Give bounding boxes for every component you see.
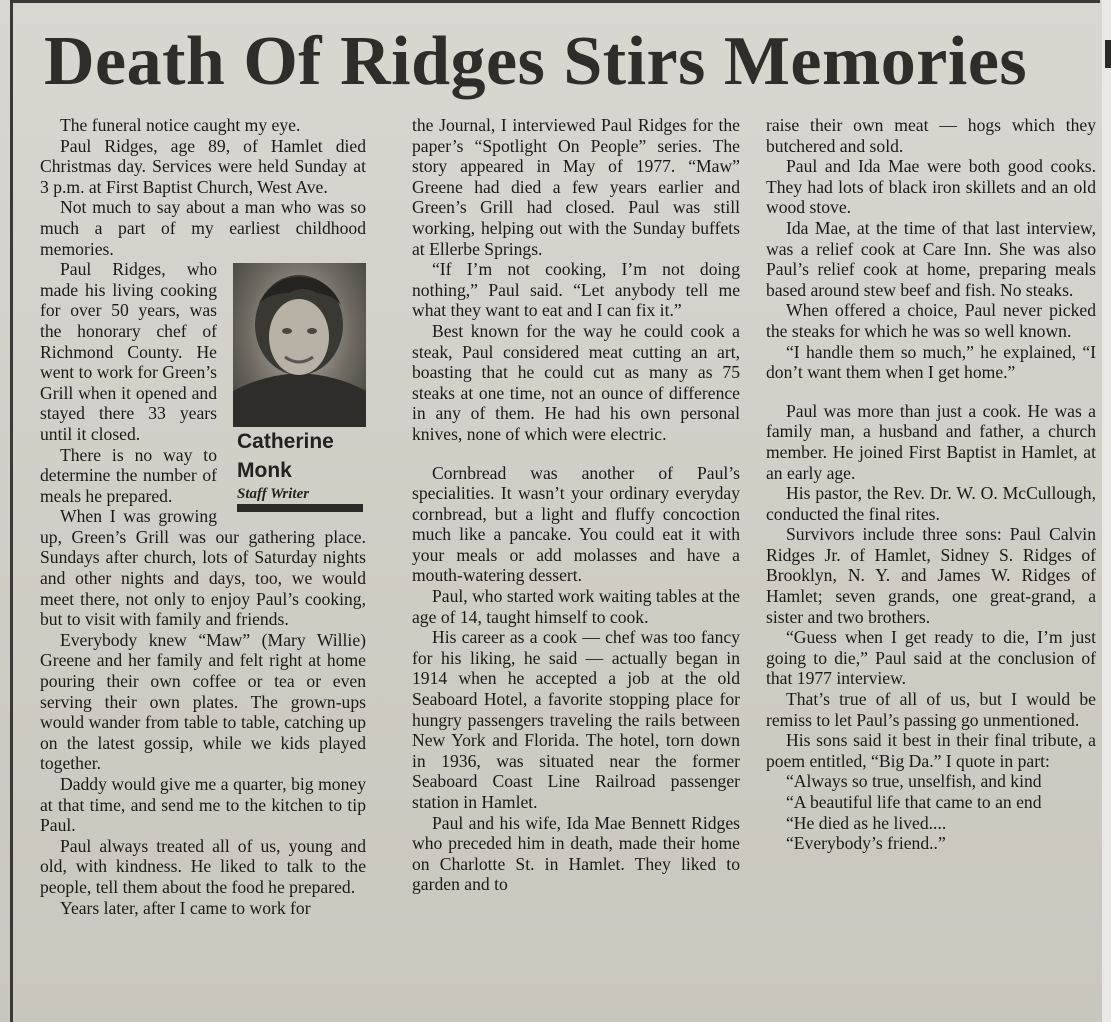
paragraph: Paul Ridges, who made his living cooking for over 50 years, was the honorary chef of Richmond County. He went to work for Green’s Grill when it opened and stayed there 33 years until it closed. [40, 259, 217, 444]
paragraph: raise their own meat — hogs which they butchered and sold. [766, 115, 1096, 156]
paragraph: His pastor, the Rev. Dr. W. O. McCullough, conducted the final rites. [766, 483, 1096, 524]
paragraph: When offered a choice, Paul never picked the steaks for which he was so well known. [766, 300, 1096, 341]
article-column-2 [412, 115, 740, 895]
paragraph: There is no way to determine the number of meals he prepared. [40, 444, 217, 506]
byline-title: Staff Writer [237, 486, 310, 503]
article-column-3 [766, 115, 1096, 854]
poem-line: “He died as he lived.... [786, 812, 947, 833]
paragraph: Cornbread was another of Paul’s specialities. It wasn’t your ordinary everyday cornbread, but a light and fluffy concoction much like a pancake. You could eat it with your meals or add molasses and have a mouth-watering dessert. [412, 462, 740, 586]
paragraph: “I handle them so much,” he explained, “I don’t want them when I get home.” [766, 341, 1096, 383]
author-photo [233, 263, 366, 427]
page-edge [1102, 0, 1111, 1022]
paragraph: Survivors include three sons: Paul Calvin Ridges Jr. of Hamlet, Sidney S. Ridges of Brooklyn, N. Y. and James W. Ridges of Hamlet; seven grands, one great-grand, a sister and two brothers. [766, 524, 1096, 627]
article-column-1 [40, 115, 366, 918]
byline-block [229, 263, 366, 512]
paragraph: the Journal, I interviewed Paul Ridges for the paper’s “Spotlight On People” series. The story appeared in May of 1977. “Maw” Greene had died a few years earlier and Green’s Grill had closed. Paul was still working, helping out with the Sunday buffets at Ellerbe Springs. [412, 115, 740, 259]
paragraph: Daddy would give me a quarter, big money at that time, and send me to the kitchen to tip Paul. [40, 774, 366, 836]
paragraph: Not much to say about a man who was so much a part of my earliest childhood memories. [40, 197, 366, 259]
paragraph: Paul, who started work waiting tables at the age of 14, taught himself to cook. [412, 586, 740, 627]
paragraph: His sons said it best in their final tribute, a poem entitled, “Big Da.” I quote in part: [766, 730, 1096, 771]
byline-name: Catherine [237, 430, 334, 454]
paragraph: Years later, after I came to work for [60, 897, 311, 918]
poem-line: “A beautiful life that came to an end [786, 792, 1042, 812]
paragraph: Paul Ridges, age 89, of Hamlet died Christmas day. Services were held Sunday at 3 p.m. at First Baptist Church, West Ave. [40, 135, 366, 197]
section-break [412, 445, 740, 463]
paragraph: His career as a cook — chef was too fancy for his liking, he said — actually began in 1914 when he accepted a job at the old Seaboard Hotel, a favorite stopping place for hungry passengers traveling the rails between New York and Florida. The hotel, torn down in 1936, was situated near the former Seaboard Coast Line Railroad passenger station in Hamlet. [412, 627, 740, 812]
paragraph: “Guess when I get ready to die, I’m just going to die,” Paul said at the conclusion of that 1977 interview. [766, 627, 1096, 689]
paragraph: Paul and his wife, Ida Mae Bennett Ridges who preceded him in death, made their home on Charlotte St. in Hamlet. They liked to garden and to [412, 812, 740, 895]
poem-line: “Always so true, unselfish, and kind [786, 771, 1042, 792]
paragraph: Paul was more than just a cook. He was a family man, a husband and father, a church member. He joined First Baptist in Hamlet, at an early age. [766, 400, 1096, 483]
byline-name: Monk [237, 459, 292, 483]
top-rule [10, 0, 1100, 3]
paragraph: Paul always treated all of us, young and old, with kindness. He liked to talk to the people, tell them about the food he prepared. [40, 835, 366, 897]
headline: Death Of Ridges Stirs Memories [44, 23, 1028, 100]
paragraph: When I was growing up, Green’s Grill was our gathering place. Sundays after church, lots of Saturday nights and other nights and days, too, we would meet there, not only to enjoy Paul’s cooking, but to visit with family and friends. [40, 506, 366, 630]
section-break [766, 383, 1096, 401]
paragraph: Paul and Ida Mae were both good cooks. They had lots of black iron skillets and an old wood stove. [766, 156, 1096, 218]
paragraph: That’s true of all of us, but I would be remiss to let Paul’s passing go unmentioned. [766, 689, 1096, 730]
paragraph: The funeral notice caught my eye. [60, 115, 301, 135]
paragraph: Everybody knew “Maw” (Mary Willie) Greene and her family and felt right at home pouring their own coffee or tea or even serving their own plates. The grown-ups would wander from table to table, catching up on the latest gossip, while we kids played together. [40, 629, 366, 774]
poem-line: “Everybody’s friend..” [786, 833, 946, 854]
byline-rule [237, 504, 363, 512]
paragraph: Ida Mae, at the time of that last interview, was a relief cook at Care Inn. She was also Paul’s relief cook at home, preparing meals based around stew beef and fish. No steaks. [766, 217, 1096, 300]
paragraph: Best known for the way he could cook a steak, Paul considered meat cutting an art, boasting that he could cut as many as 75 steaks at one time, not an ounce of difference in any of them. He had his own personal knives, none of which were electric. [412, 320, 740, 444]
paragraph: “If I’m not cooking, I’m not doing nothing,” Paul said. “Let anybody tell me what they want to eat and I can fix it.” [412, 259, 740, 321]
column-rule [10, 0, 13, 1022]
